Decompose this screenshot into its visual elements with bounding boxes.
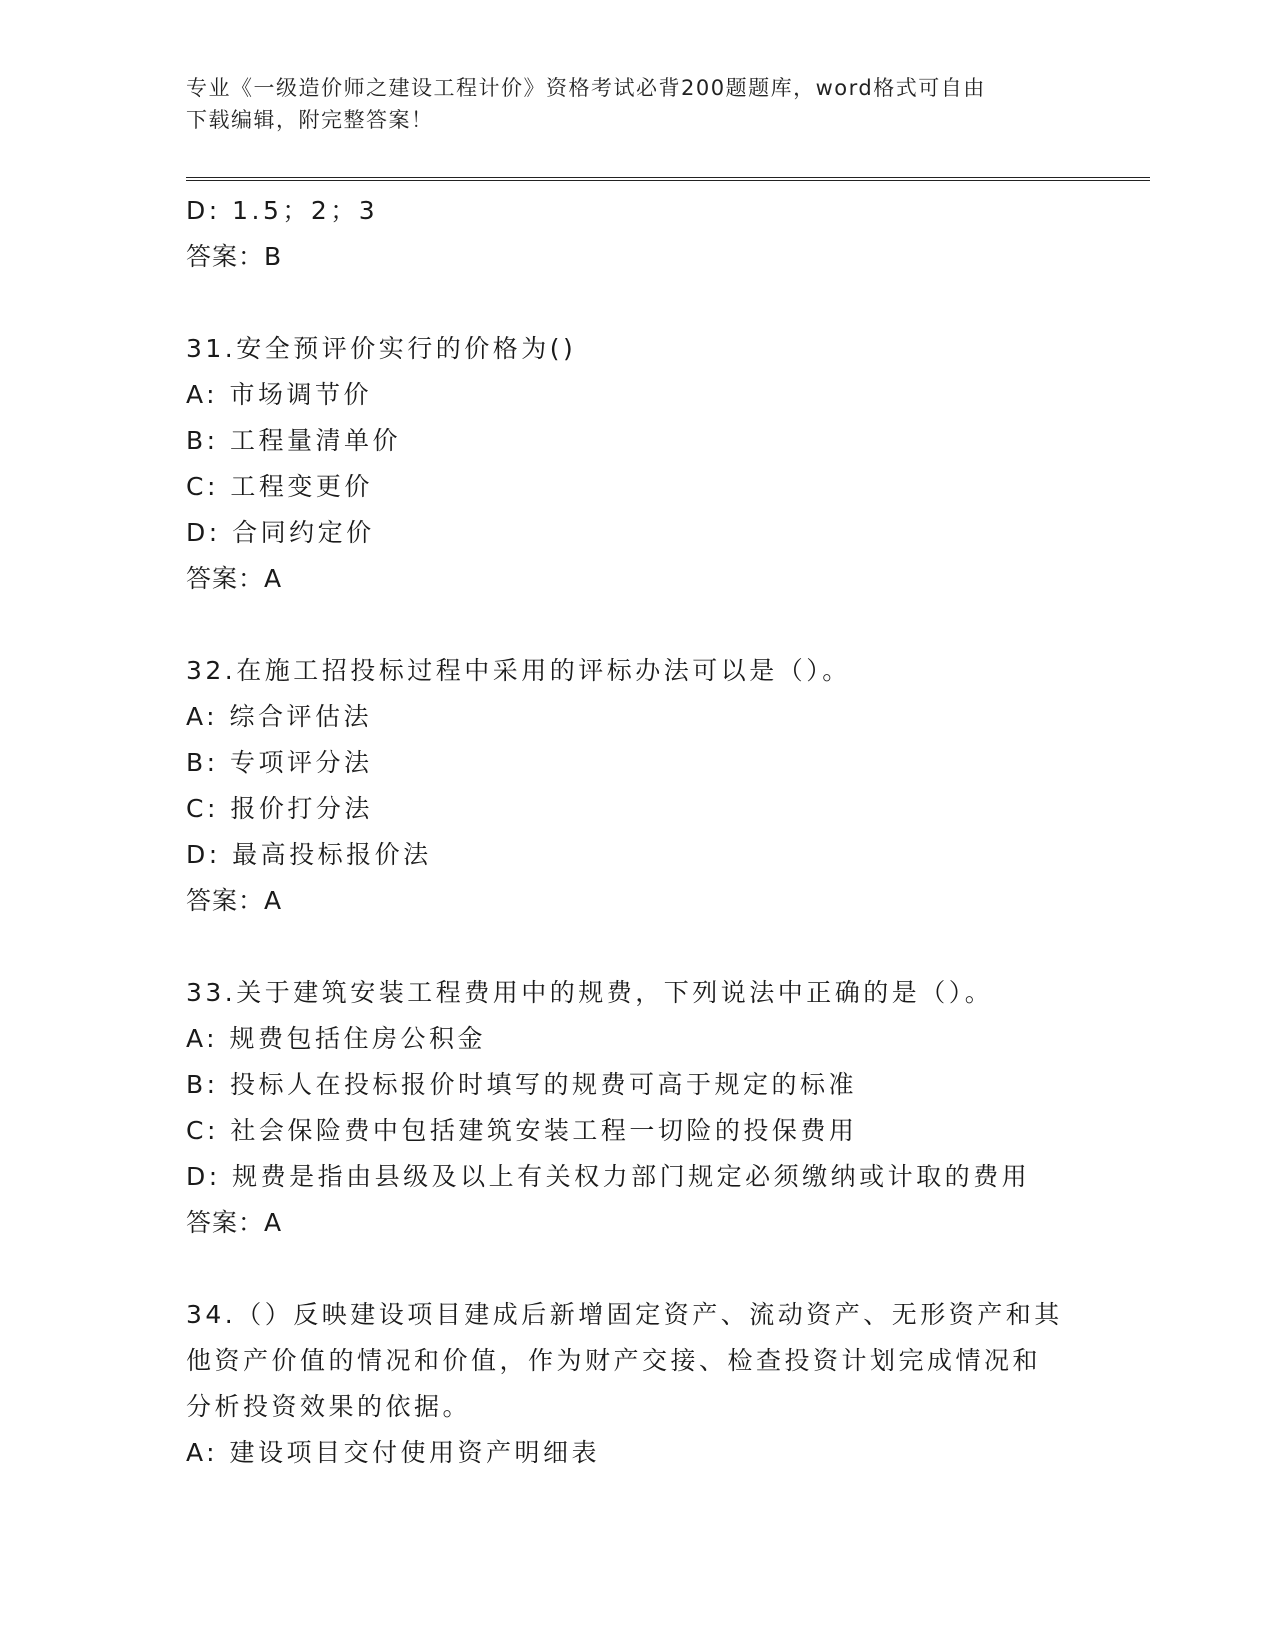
option-c: C: 报价打分法 [186, 794, 373, 823]
question-32 [186, 648, 1086, 924]
prev-answer: 答案：B [186, 242, 283, 271]
question-text-line-3: 分析投资效果的依据。 [186, 1392, 472, 1421]
answer: 答案：A [186, 1208, 283, 1237]
answer: 答案：A [186, 886, 283, 915]
question-list [186, 188, 1086, 1476]
question-text: 32.在施工招投标过程中采用的评标办法可以是（）。 [186, 656, 851, 685]
option-d: D: 最高投标报价法 [186, 840, 432, 869]
spacer [186, 602, 1086, 648]
header-line-2: 下载编辑，附完整答案！ [186, 108, 434, 132]
option-d: D: 规费是指由县级及以上有关权力部门规定必须缴纳或计取的费用 [186, 1162, 1031, 1191]
question-33 [186, 970, 1086, 1246]
option-a: A: 市场调节价 [186, 380, 373, 409]
option-d: D: 合同约定价 [186, 518, 375, 547]
header-line-1: 专业《一级造价师之建设工程计价》资格考试必背200题题库，word格式可自由 [186, 76, 986, 100]
question-text-line-1: 34.（）反映建设项目建成后新增固定资产、流动资产、无形资产和其 [186, 1300, 1063, 1329]
spacer [186, 1246, 1086, 1292]
option-b: B: 投标人在投标报价时填写的规费可高于规定的标准 [186, 1070, 858, 1099]
option-a: A: 规费包括住房公积金 [186, 1024, 487, 1053]
question-text: 31.安全预评价实行的价格为() [186, 334, 577, 363]
option-c: C: 社会保险费中包括建筑安装工程一切险的投保费用 [186, 1116, 858, 1145]
document-header [186, 72, 1086, 136]
option-c: C: 工程变更价 [186, 472, 373, 501]
question-34 [186, 1292, 1086, 1476]
prev-option-d: D: 1.5；2；3 [186, 196, 379, 225]
option-b: B: 专项评分法 [186, 748, 373, 777]
spacer [186, 924, 1086, 970]
header-divider [186, 177, 1150, 181]
option-a: A: 综合评估法 [186, 702, 373, 731]
spacer [186, 280, 1086, 326]
option-a: A: 建设项目交付使用资产明细表 [186, 1438, 601, 1467]
question-text-line-2: 他资产价值的情况和价值，作为财产交接、检查投资计划完成情况和 [186, 1346, 1042, 1375]
answer: 答案：A [186, 564, 283, 593]
question-31 [186, 326, 1086, 602]
question-text: 33.关于建筑安装工程费用中的规费，下列说法中正确的是（）。 [186, 978, 994, 1007]
option-b: B: 工程量清单价 [186, 426, 402, 455]
